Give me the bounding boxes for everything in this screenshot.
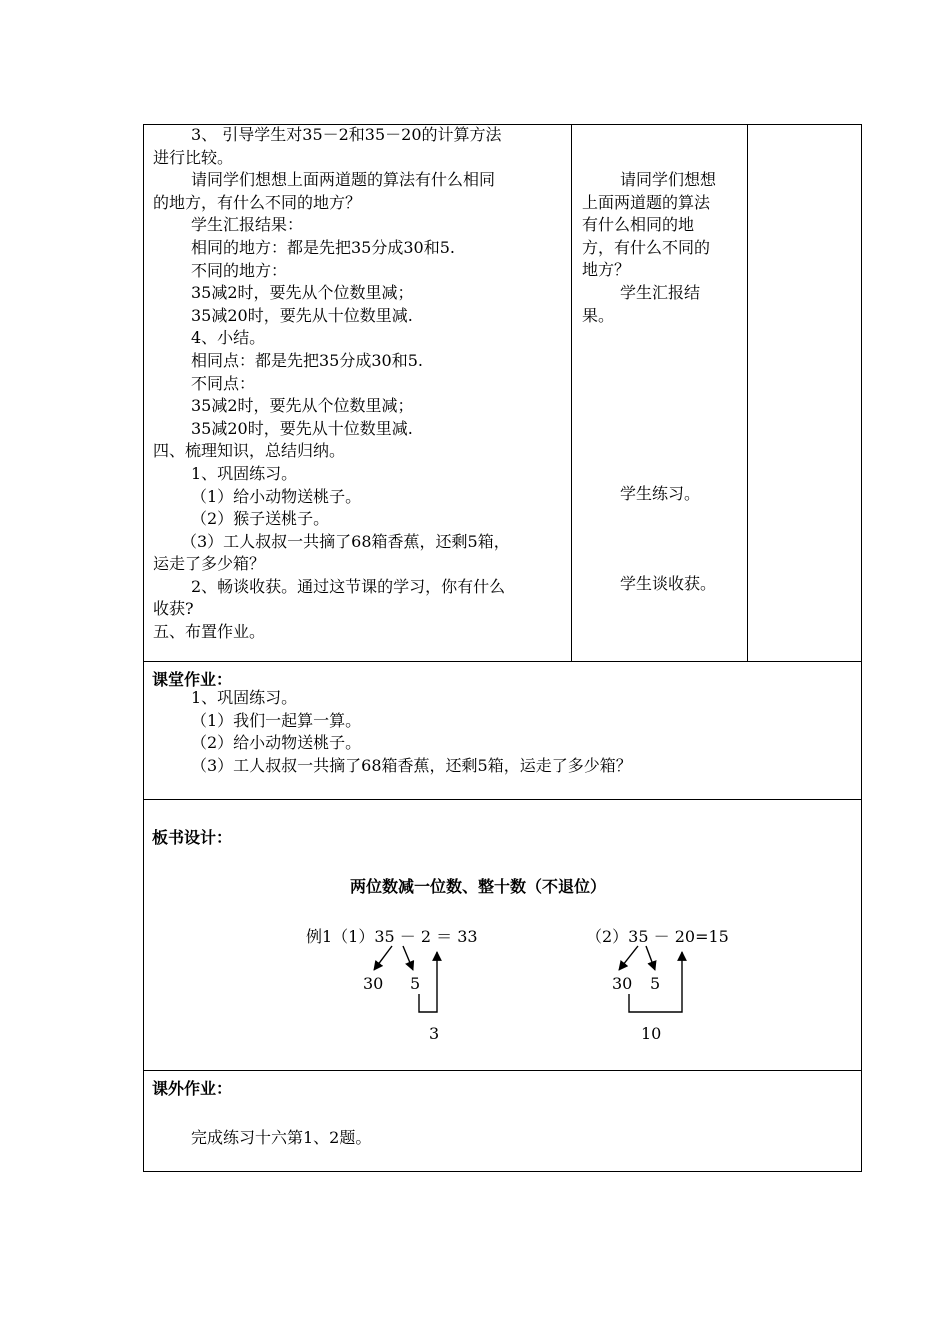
process-line: 35减20时，要先从十位数里减.	[191, 418, 413, 438]
student-line: 上面两道题的算法	[582, 192, 711, 212]
student-line: 请同学们想想	[620, 170, 717, 189]
example1-arrow-right	[403, 946, 413, 970]
section-heading: 四、梳理知识，总结归纳。	[153, 441, 346, 461]
example2-equation: （2）35 － 20=15	[586, 927, 729, 946]
student-line: 学生练习。	[620, 484, 701, 503]
process-line: （2）猴子送桃子。	[191, 509, 330, 529]
student-line: 学生汇报结	[620, 283, 701, 302]
example1-split-right: 5	[410, 974, 421, 993]
process-line: 相同点：都是先把35分成30和5.	[191, 350, 423, 370]
classwork-label: 课堂作业：	[152, 670, 233, 689]
process-line: 请同学们想想上面两道题的算法有什么相同	[191, 170, 496, 190]
process-line: 相同的地方：都是先把35分成30和5.	[191, 237, 455, 257]
student-line: 果。	[582, 305, 615, 325]
homework-label: 课外作业：	[152, 1079, 233, 1098]
student-line: 有什么相同的地	[582, 215, 695, 235]
student-line: 学生谈收获。	[620, 574, 717, 593]
homework-text: 完成练习十六第1、2题。	[191, 1128, 372, 1147]
process-line: 不同点：	[191, 373, 256, 393]
process-line: 35减20时，要先从十位数里减.	[191, 305, 413, 325]
example2-split-left: 30	[612, 974, 633, 993]
section-heading: 五、布置作业。	[153, 622, 266, 642]
process-line: 3、 引导学生对35－2和35－20的计算方法	[191, 125, 502, 144]
process-line: 4、小结。	[191, 328, 266, 348]
classwork-line: 1、巩固练习。	[191, 688, 298, 707]
process-line: 2、畅谈收获。通过这节课的学习，你有什么	[191, 576, 506, 596]
board-title: 两位数减一位数、整十数（不退位）	[350, 877, 607, 896]
example2-arrow-right	[646, 946, 655, 970]
classwork-line: （1）我们一起算一算。	[191, 710, 362, 730]
example2-result: 10	[641, 1024, 662, 1043]
classwork-line: （3）工人叔叔一共摘了68箱香蕉，还剩5箱，运走了多少箱？	[191, 755, 632, 775]
example1-equation: 例1（1）35 － 2 ＝ 33	[306, 927, 478, 946]
example1-result: 3	[429, 1024, 440, 1043]
process-line: 35减2时，要先从个位数里减；	[191, 396, 414, 416]
process-line: 的地方，有什么不同的地方？	[153, 192, 362, 212]
student-line: 方，有什么不同的	[582, 237, 711, 257]
process-line: 35减2时，要先从个位数里减；	[191, 283, 414, 303]
process-line: 收获?	[153, 599, 194, 619]
process-line: （3）工人叔叔一共摘了68箱香蕉，还剩5箱，	[181, 531, 510, 551]
example2-split-right: 5	[650, 974, 661, 993]
process-line: 1、巩固练习。	[191, 463, 298, 483]
process-line: 学生汇报结果：	[191, 215, 304, 235]
example2-arrow-left	[619, 946, 638, 970]
example1-arrow-left	[374, 946, 392, 970]
process-line: 运走了多少箱？	[153, 554, 266, 574]
student-line: 地方？	[582, 260, 631, 280]
example1-split-left: 30	[363, 974, 384, 993]
process-line: （1）给小动物送桃子。	[191, 486, 362, 506]
example2-bracket-arrow	[629, 952, 682, 1012]
process-line: 不同的地方：	[191, 260, 288, 280]
process-line: 进行比较。	[153, 147, 234, 167]
classwork-line: （2）给小动物送桃子。	[191, 733, 362, 753]
board-label: 板书设计：	[152, 828, 233, 847]
example1-bracket-arrow	[419, 952, 437, 1012]
